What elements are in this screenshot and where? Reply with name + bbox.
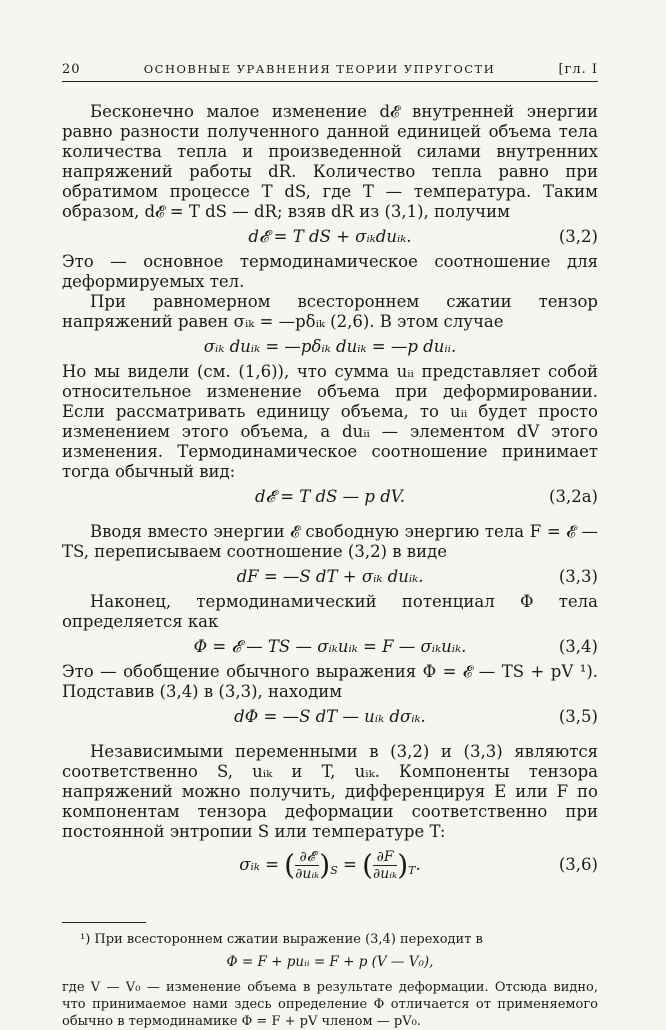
equation-number: (3,2) [558,227,598,246]
equation-body: d𝓔 = T dS + σᵢₖduᵢₖ. [248,227,412,246]
footnote-equation: Φ = F + puᵢᵢ = F + p (V — V₀), [226,954,434,970]
equation-3-3 [62,566,598,588]
equation-number: (3,3) [558,567,598,586]
equation-3-2 [62,226,598,248]
footnote-text: где V — V₀ — изменение объема в результате деформации. Отсюда видно, что принимаемое нами здесь определение Φ отличается от применяемого обычно в термодинамике Φ = F + pV членом — pV₀. [62,980,598,1029]
equation-number: (3,5) [558,707,598,726]
equation-3-2a [62,486,598,508]
equation-3-4 [62,636,598,658]
running-header [62,62,598,82]
paragraph-3: При равномерном всестороннем сжатии тензор напряжений равен σᵢₖ = —pδᵢₖ (2,6). В этом случае [62,292,598,331]
page [62,62,598,1030]
eq-lhs: σᵢₖ = [239,855,279,874]
equation-body: σᵢₖ duᵢₖ = —pδᵢₖ duᵢₖ = —p duᵢᵢ. [203,337,457,356]
footnote-rule [62,922,146,923]
equation-body: dΦ = —S dT — uᵢₖ dσᵢₖ. [234,707,426,726]
page-number: 20 [62,62,81,77]
equation-unnumbered [62,336,598,358]
equation-number: (3,6) [558,855,598,874]
fraction-1: $\frac{\text{∂𝓔}}{\text{∂uᵢₖ}}$ [295,849,320,882]
paragraph-7: Это — обобщение обычного выражения Φ = 𝓔 — TS + pV ¹). Подставив (3,4) в (3,3), находим [62,662,598,701]
paragraph-6: Наконец, термодинамический потенциал Φ тела определяется как [62,592,598,631]
running-title: ОСНОВНЫЕ УРАВНЕНИЯ ТЕОРИИ УПРУГОСТИ [143,62,496,76]
equation-number: (3,2а) [549,487,598,506]
footnote [62,931,598,1030]
equation-body: Φ = 𝓔 — TS — σᵢₖuᵢₖ = F — σᵢₖuᵢₖ. [193,637,467,656]
paragraph-4: Но мы видели (см. (1,6)), что сумма uᵢᵢ представляет собой относительное изменение объема при деформировании. Если рассматривать единицу объема, то uᵢᵢ будет просто изменением этого объема, а duᵢᵢ — элементом dV этого изменения. Термодинамическое соотношение принимает тогда обычный вид: [62,362,598,481]
paragraph-1: Бесконечно малое изменение d𝓔 внутренней энергии равно разности полученного данной единицей объема тела количества тепла и произведенной силами внутренних напряжений работы dR. Количество тепла равно при обратимом процессе T dS, где T — температура. Таким образом, d𝓔 = T dS — dR; взяв dR из (3,1), получим [62,102,598,221]
paragraph-5: Вводя вместо энергии 𝓔 свободную энергию тела F = 𝓔 — TS, переписываем соотношение (3,2) в виде [62,522,598,561]
equation-3-6: σᵢₖ = ( $\frac{\text{∂𝓔}}{\text{∂uᵢₖ}}$ )$_S$ = ( $\frac{\partial F}{\text{∂uᵢₖ}}$ )$_T$. (3,6) [239,848,598,882]
fraction-2: $\frac{\partial F}{\text{∂uᵢₖ}}$ [373,849,398,882]
equation-body: d𝓔 = T dS — p dV. [254,487,406,506]
equation-body: dF = —S dT + σᵢₖ duᵢₖ. [236,567,424,586]
equation-number: (3,4) [558,637,598,656]
chapter-label: [гл. I [558,62,598,77]
equation-3-5 [62,706,598,728]
footnote-intro: ¹) При всестороннем сжатии выражение (3,4) переходит в [80,932,483,947]
paragraph-2: Это — основное термодинамическое соотношение для деформируемых тел. [62,252,598,291]
paragraph-8: Независимыми переменными в (3,2) и (3,3) являются соответственно S, uᵢₖ и T, uᵢₖ. Компоненты тензора напряжений можно получить, дифференцируя E или F по компонентам тензора деформации соответственно при постоянной энтропии S или температуре T: [62,742,598,841]
